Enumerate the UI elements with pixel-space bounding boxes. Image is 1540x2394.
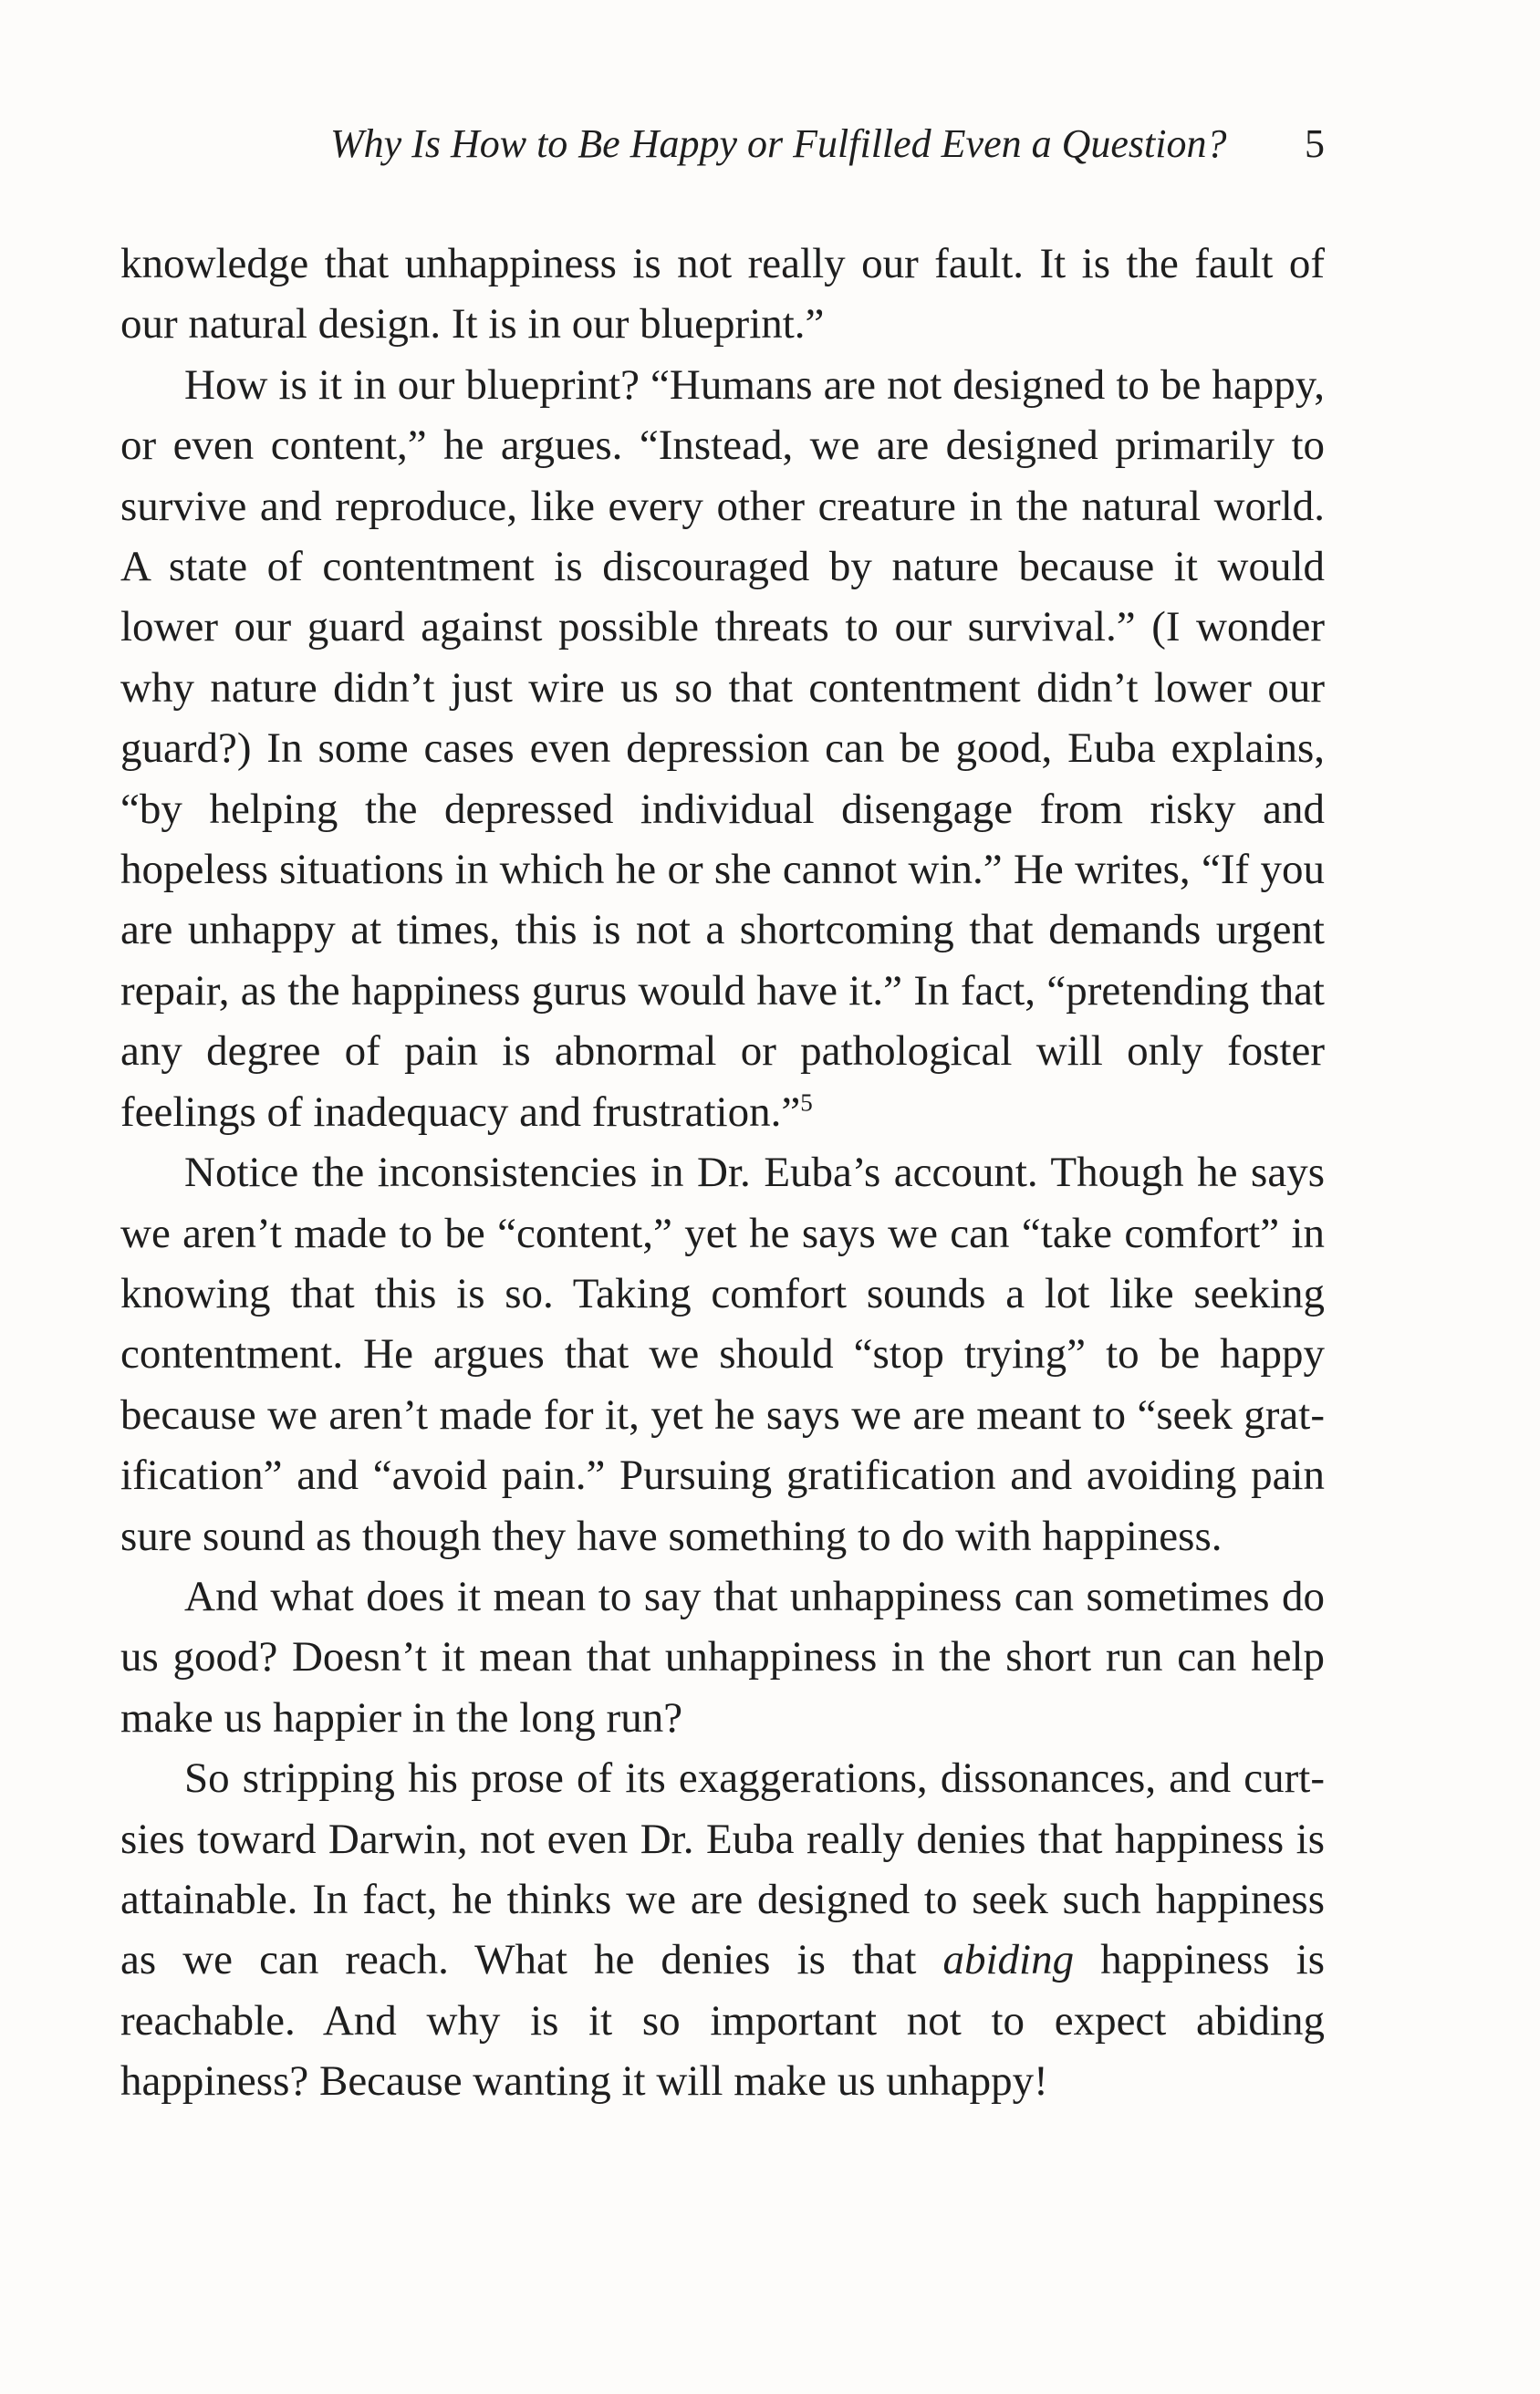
emphasis-word: abiding xyxy=(942,1936,1075,1984)
paragraph-text: And what does it mean to say that unhappiness can sometimes do us good? Doesn’t it mean that unhappiness in the short run can help make us happier in the long run? xyxy=(120,1572,1325,1742)
paragraph-text: Notice the inconsistencies in Dr. Euba’s account. Though he says we aren’t made to be “content,” yet he says we can “take comfort” in knowing that this is so. Taking comfort sounds a lot like seeking contentment. He argues that we should “stop trying” to be happy because we aren’t made for it, yet he says we are meant to “seek gratification” and “avoid pain.” Pursuing gratification and avoiding pain sure sound as though they have something to do with happiness. xyxy=(120,1149,1325,1560)
paragraph xyxy=(120,1567,1325,1748)
page-number: 5 xyxy=(1305,121,1325,166)
paragraph-text: knowledge that unhappiness is not really our fault. It is the fault of our natural design. It is in our blueprint.” xyxy=(120,240,1325,349)
body-text xyxy=(120,234,1325,2112)
paragraph xyxy=(120,355,1325,1142)
running-header xyxy=(120,117,1325,172)
paragraph-continued xyxy=(120,234,1325,355)
paragraph xyxy=(120,1748,1325,2111)
paragraph xyxy=(120,1142,1325,1567)
paragraph-text-before: So stripping his prose of its exaggerations, dissonances, and curtsies toward Darwin, not even Dr. Euba really denies that happiness is attainable. In fact, he thinks we are designed to seek such happiness as we can reach. What he denies is that xyxy=(120,1754,1325,1984)
paragraph-text-after: happiness is reachable. And why is it so important not to expect abiding happiness? Because wanting it will make us unhappy! xyxy=(120,1936,1325,2106)
footnote-marker: 5 xyxy=(800,1088,813,1117)
running-title: Why Is How to Be Happy or Fulfilled Even a Question? xyxy=(330,121,1227,166)
paragraph-text: How is it in our blueprint? “Humans are not designed to be happy, or even content,” he argues. “Instead, we are designed primarily to survive and reproduce, like every other creature in the natural world. A state of contentment is discouraged by nature because it would lower our guard against possible threats to our survival.” (I wonder why nature didn’t just wire us so that contentment didn’t lower our guard?) In some cases even depression can be good, Euba explains, “by helping the depressed individual disengage from risky and hopeless situations in which he or she cannot win.” He writes, “If you are unhappy at times, this is not a shortcoming that demands urgent repair, as the happiness gurus would have it.” In fact, “pretending that any degree of pain is abnormal or pathological will only foster feelings of inadequacy and frustration.” xyxy=(120,360,1325,1136)
